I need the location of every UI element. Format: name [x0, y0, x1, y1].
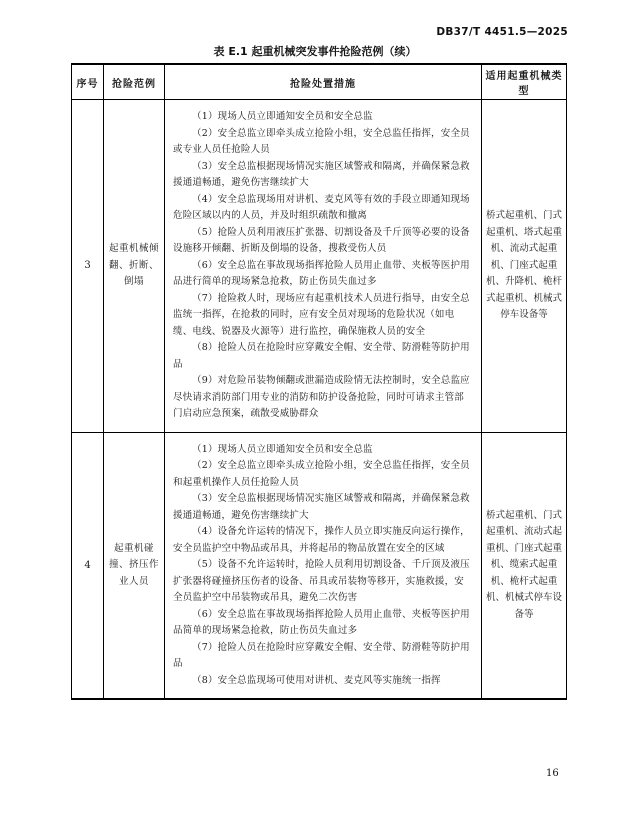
- rescue-examples-table: [71, 63, 567, 700]
- measure-item: （2）安全总监立即牵头成立抢险小组，安全总监任指挥，安全员或专业人员任抢险人员: [173, 127, 470, 155]
- measure-item: （9）对危险吊装物倾翻或泄漏造成险情无法控制时，安全总监应尽快请求消防部门用专业的消防和防护设备抢险，同时可请求主管部门启动应急预案，疏散受威胁群众: [173, 375, 470, 419]
- measure-item: （6）安全总监在事故现场指挥抢险人员用止血带、夹板等医护用品简单的现场紧急抢救，防止伤员失血过多: [173, 608, 470, 636]
- standard-number: DB37/T 4451.5—2025: [436, 26, 568, 38]
- table-title: 表 E.1 起重机械突发事件抢险范例（续）: [213, 45, 417, 58]
- measure-item: （4）安全总监现场用对讲机、麦克风等有效的手段立即通知现场危险区域以内的人员，并及时组织疏散和撤离: [173, 193, 470, 221]
- measure-item: （3）安全总监根据现场情况实施区域警戒和隔离，并确保紧急救援通道畅通，避免伤害继续扩大: [173, 160, 470, 188]
- measure-item: （6）安全总监在事故现场指挥抢险人员用止血带、夹板等医护用品进行简单的现场紧急抢救，防止伤员失血过多: [173, 259, 470, 287]
- measure-item: （1）现场人员立即通知安全员和安全总监: [192, 111, 373, 122]
- measure-item: （5）抢险人员利用液压扩张器、切割设备及千斤顶等必要的设备设施移开倾翻、折断及倒塌的设备，搜救受伤人员: [173, 226, 470, 254]
- row-seq: 3: [72, 100, 104, 433]
- col-header-applicable: 适用起重机械类型: [482, 64, 567, 100]
- row-measures: [165, 432, 482, 699]
- page-number: 16: [546, 768, 559, 779]
- measure-item: （7）抢险救人时，现场应有起重机技术人员进行指导，由安全总监统一指挥，在抢救的同时，应有安全员对现场的危险状况（如电缆、电线、锐器及火源等）进行监控，确保施救人员的安全: [173, 292, 470, 337]
- row-scenario: 起重机械倾翻、折断、倒塌: [104, 100, 165, 433]
- measure-item: （7）抢险人员在抢险时应穿戴安全帽、安全带、防滑鞋等防护用品: [173, 641, 470, 669]
- measure-item: （2）安全总监立即牵头成立抢险小组，安全总监任指挥，安全员和起重机操作人员任抢险人员: [173, 460, 470, 488]
- col-header-scenario: 抢险范例: [104, 64, 165, 100]
- row-scenario: 起重机碰撞、挤压作业人员: [104, 432, 165, 699]
- table-header-row: [72, 64, 567, 100]
- measure-item: （1）现场人员立即通知安全员和安全总监: [192, 443, 373, 455]
- row-measures: [165, 100, 482, 433]
- row-applicable: 桥式起重机、门式起重机、流动式起重机、门座式起重机、缆索式起重机、桅杆式起重机、机械式停车设备等: [482, 432, 567, 699]
- measure-item: （4）设备允许运转的情况下，操作人员立即实施反向运行操作，安全员监护空中物品或吊具，并将起吊的物品放置在安全的区域: [173, 526, 470, 554]
- col-header-measures: 抢险处置措施: [165, 64, 482, 100]
- col-header-seq: 序号: [72, 64, 104, 100]
- measure-item: （5）设备不允许运转时，抢险人员利用切割设备、千斤顶及液压扩张器将碰撞挤压伤者的设备、吊具或吊装物等移开，实施救援，安全员监护空中吊装物或吊具，避免二次伤害: [173, 559, 470, 603]
- table-row: [72, 100, 567, 433]
- row-applicable: 桥式起重机、门式起重机、塔式起重机、流动式起重机、门座式起重机、升降机、桅杆式起重机、机械式停车设备等: [482, 100, 567, 433]
- row-seq: 4: [72, 432, 104, 699]
- table-row: [72, 432, 567, 699]
- measure-item: （8）安全总监现场可使用对讲机、麦克风等实施统一指挥: [192, 674, 441, 686]
- measure-item: （8）抢险人员在抢险时应穿戴安全帽、安全带、防滑鞋等防护用品: [173, 342, 470, 370]
- measure-item: （3）安全总监根据现场情况实施区域警戒和隔离，并确保紧急救援通道畅通，避免伤害继续扩大: [173, 493, 470, 521]
